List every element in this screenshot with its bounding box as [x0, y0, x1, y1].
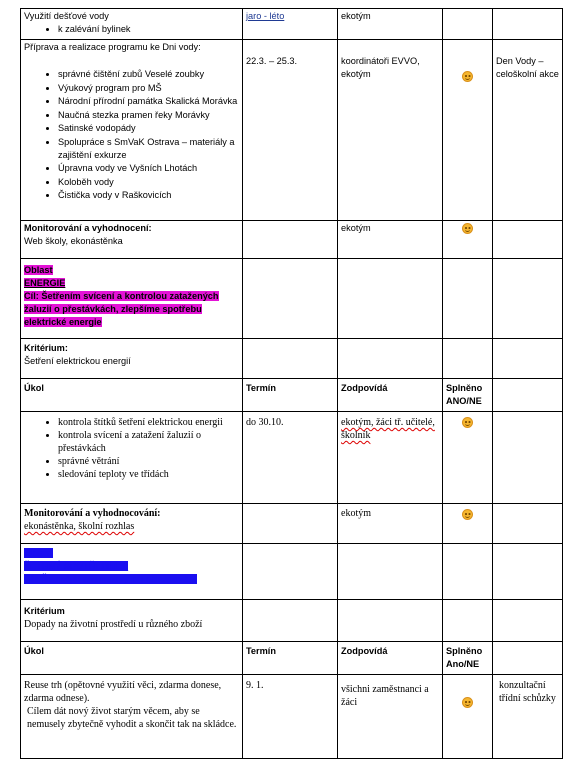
area-name: ENERGIE: [24, 278, 66, 288]
note-text: Den Vody – celoškolní akce: [496, 56, 559, 79]
resp-cell: [338, 40, 443, 221]
list-item: • Spolupráce s SmVaK Ostrava – materiály a zajištění exkurze: [58, 136, 239, 162]
task-title: Využití dešťové vody: [24, 11, 109, 21]
smiley-icon: [462, 417, 473, 428]
list-item: • správné čištění zubů Veselé zoubky: [58, 68, 239, 81]
task-title: Příprava a realizace programu ke Dni vody:: [24, 42, 201, 52]
list-item: • sledování teploty ve třídách: [58, 468, 239, 481]
header-resp: Zodpovídá: [338, 379, 443, 412]
resp-cell: ekotým: [338, 221, 443, 259]
monitor-text: ekonástěnka, školní rozhlas: [24, 521, 135, 532]
done-cell: [443, 40, 493, 221]
note-cell: [493, 40, 563, 221]
resp-cell: [338, 412, 443, 504]
list-item: • k zalévání bylinek: [58, 23, 239, 36]
criterion-cell: [21, 600, 243, 642]
resp-cell: [338, 259, 443, 339]
task-cell: [21, 221, 243, 259]
header-term: Termín: [243, 642, 338, 675]
table-row: [21, 504, 563, 544]
note-cell: [493, 221, 563, 259]
reuse-text-1: Reuse trh (opětovné využití věci, zdarma donese, zdarma odnese).: [24, 680, 222, 704]
list-item: • Čistička vody v Raškovicích: [58, 189, 239, 202]
area-goal: Cíl: Šetřením svícení a kontrolou zatažených žaluzií o přestávkách, zlepšíme spotřebu elektrické energie: [24, 291, 219, 327]
list-item: • kontrola svícení a zatažení žaluzií o přestávkách: [58, 429, 239, 455]
header-done: Splněno ANO/NE: [443, 379, 493, 412]
list-item: • Satinské vodopády: [58, 122, 239, 135]
resp-cell: všichni zaměstnanci a žáci: [338, 675, 443, 759]
smiley-icon: [462, 223, 473, 234]
monitor-text: Web školy, ekonástěnka: [24, 236, 123, 246]
table-row: [21, 9, 563, 40]
list-item: • Národní přírodní památka Skalická Morávka: [58, 95, 239, 108]
term-cell: [243, 504, 338, 544]
header-task: Úkol: [21, 379, 243, 412]
criterion-cell: [21, 339, 243, 379]
task-cell: [21, 412, 243, 504]
area-label: Oblast: [24, 548, 53, 558]
table-row: [21, 40, 563, 221]
note-cell: [493, 504, 563, 544]
plan-table: [20, 8, 563, 759]
header-term: Termín: [243, 379, 338, 412]
done-cell: [443, 412, 493, 504]
smiley-icon: [462, 509, 473, 520]
term-text: 22.3. – 25.3.: [246, 56, 298, 66]
table-row: [21, 675, 563, 759]
table-row: [21, 221, 563, 259]
list-item: • Výukový program pro MŠ: [58, 82, 239, 95]
resp-text: koordinátoři EVVO, ekotým: [341, 56, 420, 79]
note-cell: [493, 412, 563, 504]
task-cell: [21, 40, 243, 221]
header-row: [21, 379, 563, 412]
table-row: [21, 339, 563, 379]
resp-text: ekotým, žáci tř. učitelé, školník: [341, 417, 435, 441]
area-cell: [21, 544, 243, 600]
done-cell: [443, 504, 493, 544]
area-label: Oblast: [24, 265, 53, 275]
criterion-label: Kritérium: [24, 606, 65, 616]
list-item: • Úpravna vody ve Vyšních Lhotách: [58, 162, 239, 175]
term-cell: [243, 221, 338, 259]
table-row: [21, 259, 563, 339]
note-cell: [493, 9, 563, 40]
area-goal: Cíl: Šetrnější alternativy při nakupování: [24, 574, 197, 584]
term-cell: [243, 40, 338, 221]
term-cell: do 30.10.: [243, 412, 338, 504]
note-cell: [493, 259, 563, 339]
monitor-title: Monitorování a vyhodnocování:: [24, 508, 161, 519]
header-task: Úkol: [21, 642, 243, 675]
header-row: [21, 642, 563, 675]
done-cell: [443, 9, 493, 40]
term-link[interactable]: jaro - léto: [246, 11, 285, 21]
criterion-text: Šetření elektrickou energií: [24, 356, 131, 366]
header-resp: Zodpovídá: [338, 642, 443, 675]
smiley-icon: [462, 71, 473, 82]
list-item: • kontrola štítků šetření elektrickou energii: [58, 416, 239, 429]
area-name: ŠETRNÝ SPOTŘEBITEL: [24, 561, 129, 571]
task-cell: [21, 9, 243, 40]
reuse-text-2: Cílem dát nový život starým věcem, aby se nemusely zbytečně vyhodit a skončit tak na skládce.: [27, 706, 237, 730]
list-item: • správné větrání: [58, 455, 239, 468]
done-cell: [443, 675, 493, 759]
monitor-title: Monitorování a vyhodnocení:: [24, 223, 152, 233]
resp-cell: ekotým: [338, 9, 443, 40]
term-cell: 9. 1.: [243, 675, 338, 759]
criterion-text: Dopady na životní prostředí u různého zboží: [24, 619, 203, 630]
term-cell: [243, 9, 338, 40]
done-cell: [443, 259, 493, 339]
area-cell: [21, 259, 243, 339]
document: [20, 8, 562, 759]
list-item: • Koloběh vody: [58, 176, 239, 189]
task-cell: [21, 675, 243, 759]
note-cell: konzultační třídní schůzky: [493, 675, 563, 759]
task-cell: [21, 504, 243, 544]
done-cell: [443, 221, 493, 259]
header-done: Splněno Ano/NE: [443, 642, 493, 675]
list-item: • Naučná stezka pramen řeky Morávky: [58, 109, 239, 122]
smiley-icon: [462, 697, 473, 708]
term-cell: [243, 259, 338, 339]
resp-cell: ekotým: [338, 504, 443, 544]
table-row: [21, 412, 563, 504]
table-row: [21, 600, 563, 642]
table-row: [21, 544, 563, 600]
criterion-label: Kritérium:: [24, 343, 68, 353]
